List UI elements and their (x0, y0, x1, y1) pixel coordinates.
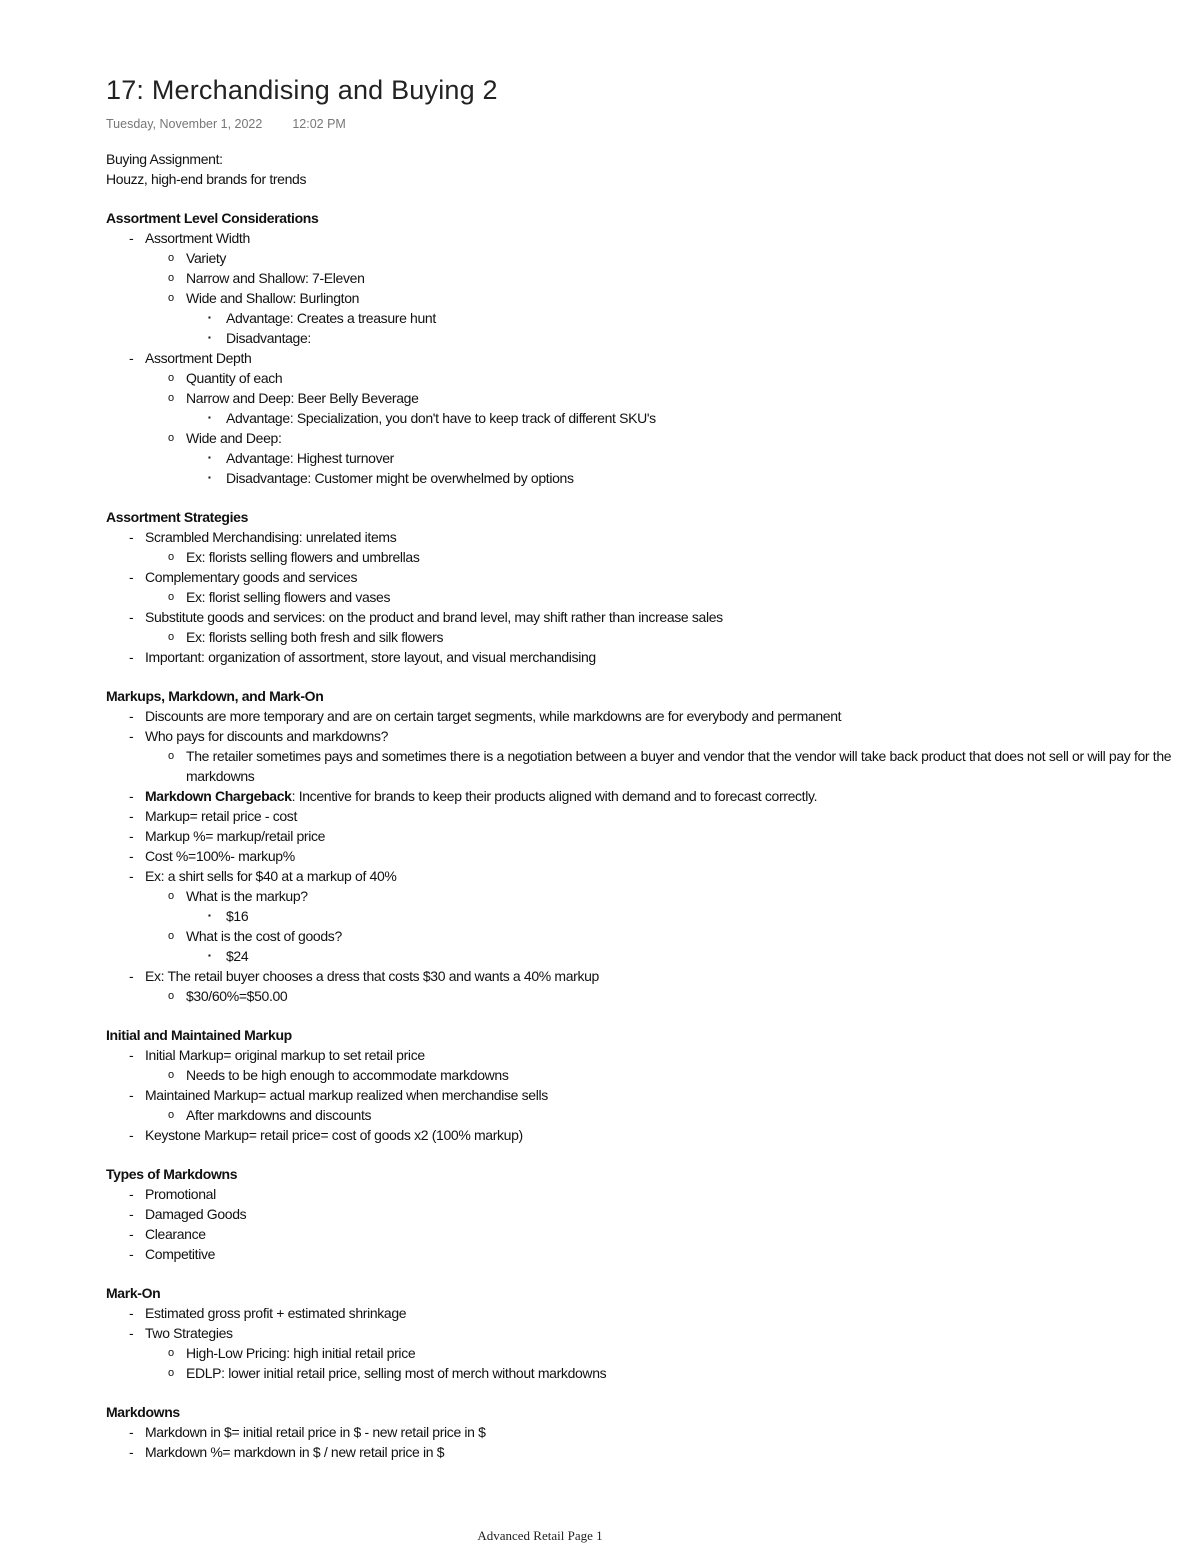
list-item-text: Markdown %= markdown in $ / new retail price in $ (145, 1444, 445, 1460)
list-item-text: EDLP: lower initial retail price, selling most of merch without markdowns (186, 1365, 607, 1381)
list-item-text: The retailer sometimes pays and sometimes there is a negotiation between a buyer and vendor that the vendor will take back product that does not sell or will pay for the markdowns (186, 748, 1172, 784)
list-item-text: Advantage: Highest turnover (226, 450, 394, 466)
list-item-text: What is the cost of goods? (186, 928, 342, 944)
list-item-text: : Incentive for brands to keep their products aligned with demand and to forecast correctly. (291, 788, 818, 804)
list-item-text: Quantity of each (186, 370, 283, 386)
bullet-icon: o (168, 890, 174, 902)
list-item-text: $16 (226, 908, 249, 924)
bullet-list (106, 228, 1196, 488)
list-item-text: Advantage: Specialization, you don't have to keep track of different SKU's (226, 410, 656, 426)
bullet-icon: o (168, 551, 174, 563)
bullet-icon: ▪ (208, 911, 211, 920)
bullet-list (106, 1303, 1196, 1383)
list-item-text: After markdowns and discounts (186, 1107, 372, 1123)
bullet-icon: - (129, 828, 134, 844)
list-item-text: Scrambled Merchandising: unrelated items (145, 529, 397, 545)
list-item (106, 1303, 1196, 1323)
bullet-icon: o (168, 591, 174, 603)
list-item (106, 647, 1196, 667)
list-item (106, 866, 1196, 886)
bullet-icon: - (129, 1206, 134, 1222)
list-item (106, 388, 1196, 408)
bullet-list (106, 706, 1196, 1006)
list-item-text: Complementary goods and services (145, 569, 358, 585)
bullet-icon: o (168, 252, 174, 264)
page-footer: Advanced Retail Page 1 (477, 1528, 603, 1543)
list-item (106, 986, 1196, 1006)
list-item (106, 1045, 1196, 1065)
note-time: 12:02 PM (292, 117, 346, 131)
bullet-icon: - (129, 1226, 134, 1242)
bullet-icon: - (129, 230, 134, 246)
list-item-text: Disadvantage: Customer might be overwhelmed by options (226, 470, 574, 486)
bullet-icon: o (168, 1367, 174, 1379)
list-item (106, 408, 1196, 428)
list-item (106, 746, 1196, 786)
bullet-icon: - (129, 788, 134, 804)
bullet-icon: o (168, 292, 174, 304)
bullet-icon: - (129, 1087, 134, 1103)
bullet-icon: ▪ (208, 951, 211, 960)
bullet-icon: - (129, 848, 134, 864)
list-item-text: Markup= retail price - cost (145, 808, 297, 824)
list-item-text: Who pays for discounts and markdowns? (145, 728, 389, 744)
bullet-icon: ▪ (208, 473, 211, 482)
bullet-icon: - (129, 808, 134, 824)
list-item-text: Ex: a shirt sells for $40 at a markup of 40% (145, 868, 397, 884)
bullet-icon: - (129, 1305, 134, 1321)
list-item-text: Substitute goods and services: on the product and brand level, may shift rather than increase sales (145, 609, 723, 625)
list-item (106, 288, 1196, 308)
bullet-icon: - (129, 968, 134, 984)
list-item-text: Keystone Markup= retail price= cost of goods x2 (100% markup) (145, 1127, 523, 1143)
list-item (106, 1343, 1196, 1363)
section-heading: Markdowns (106, 1404, 180, 1420)
list-item-text: $24 (226, 948, 249, 964)
list-item (106, 906, 1196, 926)
list-item (106, 726, 1196, 746)
note-section (106, 208, 1196, 488)
list-item-text: Markdown in $= initial retail price in $ - new retail price in $ (145, 1424, 486, 1440)
bullet-icon: - (129, 569, 134, 585)
bullet-icon: o (168, 1109, 174, 1121)
list-item-text: Ex: florists selling flowers and umbrellas (186, 549, 420, 565)
intro-block (106, 149, 1196, 189)
list-item-text: Important: organization of assortment, store layout, and visual merchandising (145, 649, 596, 665)
section-heading: Assortment Strategies (106, 509, 249, 525)
list-item-text: Estimated gross profit + estimated shrinkage (145, 1305, 407, 1321)
list-item-text: $30/60%=$50.00 (186, 988, 288, 1004)
list-item-text: Assortment Depth (145, 350, 252, 366)
bullet-icon: ▪ (208, 453, 211, 462)
bullet-list (106, 527, 1196, 667)
list-item-text: Advantage: Creates a treasure hunt (226, 310, 436, 326)
bullet-icon: o (168, 1347, 174, 1359)
list-item (106, 946, 1196, 966)
bullet-icon: - (129, 529, 134, 545)
note-section (106, 686, 1196, 1006)
section-heading: Assortment Level Considerations (106, 210, 319, 226)
bullet-icon: o (168, 1069, 174, 1081)
bullet-list (106, 1422, 1196, 1462)
note-section (106, 1402, 1196, 1462)
list-item (106, 846, 1196, 866)
bullet-icon: ▪ (208, 413, 211, 422)
bullet-icon: ▪ (208, 333, 211, 342)
list-item (106, 268, 1196, 288)
section-heading: Types of Markdowns (106, 1166, 238, 1182)
note-timestamp (106, 116, 1196, 132)
bullet-icon: o (168, 272, 174, 284)
list-item (106, 1125, 1196, 1145)
list-item (106, 886, 1196, 906)
page-title: 17: Merchandising and Buying 2 (106, 75, 498, 105)
bullet-icon: - (129, 1444, 134, 1460)
section-heading: Markups, Markdown, and Mark-On (106, 688, 324, 704)
list-item (106, 1184, 1196, 1204)
list-item (106, 1363, 1196, 1383)
note-page (106, 72, 1196, 1462)
list-item (106, 1204, 1196, 1224)
list-item (106, 368, 1196, 388)
list-item-text: What is the markup? (186, 888, 308, 904)
list-item (106, 1422, 1196, 1442)
list-item (106, 527, 1196, 547)
bullet-icon: o (168, 930, 174, 942)
section-heading: Initial and Maintained Markup (106, 1027, 292, 1043)
list-item-text: Narrow and Deep: Beer Belly Beverage (186, 390, 419, 406)
intro-line: Houzz, high-end brands for trends (106, 171, 307, 187)
bold-term: Markdown Chargeback (145, 788, 292, 804)
bullet-icon: - (129, 609, 134, 625)
list-item (106, 308, 1196, 328)
list-item (106, 806, 1196, 826)
list-item (106, 627, 1196, 647)
list-item (106, 587, 1196, 607)
list-item (106, 926, 1196, 946)
list-item (106, 1065, 1196, 1085)
list-item-text: Maintained Markup= actual markup realized when merchandise sells (145, 1087, 548, 1103)
bullet-icon: - (129, 1127, 134, 1143)
list-item-text: Markup %= markup/retail price (145, 828, 326, 844)
list-item-text: Wide and Shallow: Burlington (186, 290, 360, 306)
list-item (106, 1085, 1196, 1105)
list-item (106, 786, 1196, 806)
list-item (106, 826, 1196, 846)
bullet-icon: - (129, 1325, 134, 1341)
bullet-icon: - (129, 350, 134, 366)
list-item (106, 328, 1196, 348)
list-item-text: Assortment Width (145, 230, 250, 246)
list-item (106, 567, 1196, 587)
bullet-icon: o (168, 990, 174, 1002)
list-item (106, 468, 1196, 488)
bullet-icon: - (129, 1246, 134, 1262)
list-item (106, 228, 1196, 248)
bullet-icon: - (129, 728, 134, 744)
list-item-text: Needs to be high enough to accommodate markdowns (186, 1067, 509, 1083)
list-item (106, 1244, 1196, 1264)
list-item (106, 448, 1196, 468)
bullet-icon: - (129, 649, 134, 665)
bullet-list (106, 1184, 1196, 1264)
list-item (106, 1224, 1196, 1244)
bullet-icon: - (129, 1047, 134, 1063)
note-section (106, 1025, 1196, 1145)
list-item-text: Two Strategies (145, 1325, 233, 1341)
bullet-icon: - (129, 1424, 134, 1440)
list-item (106, 607, 1196, 627)
intro-line: Buying Assignment: (106, 151, 223, 167)
list-item-text: Discounts are more temporary and are on certain target segments, while markdowns are for everybody and permanent (145, 708, 842, 724)
list-item-text: Cost %=100%- markup% (145, 848, 295, 864)
note-body (106, 208, 1196, 1462)
bullet-icon: - (129, 708, 134, 724)
list-item-text: Ex: florists selling both fresh and silk flowers (186, 629, 444, 645)
bullet-icon: o (168, 631, 174, 643)
list-item (106, 547, 1196, 567)
list-item-text: Variety (186, 250, 227, 266)
bullet-list (106, 1045, 1196, 1145)
bullet-icon: ▪ (208, 313, 211, 322)
note-section (106, 1164, 1196, 1264)
list-item (106, 966, 1196, 986)
note-section (106, 1283, 1196, 1383)
list-item (106, 1105, 1196, 1125)
bullet-icon: o (168, 392, 174, 404)
list-item-text: Narrow and Shallow: 7-Eleven (186, 270, 365, 286)
list-item-text: Promotional (145, 1186, 216, 1202)
list-item-text: Disadvantage: (226, 330, 311, 346)
list-item (106, 348, 1196, 368)
list-item-text: Damaged Goods (145, 1206, 247, 1222)
list-item-text: Initial Markup= original markup to set retail price (145, 1047, 425, 1063)
list-item-text: Ex: florist selling flowers and vases (186, 589, 391, 605)
bullet-icon: o (168, 372, 174, 384)
note-section (106, 507, 1196, 667)
bullet-icon: o (168, 750, 174, 762)
bullet-icon: - (129, 1186, 134, 1202)
section-heading: Mark-On (106, 1285, 161, 1301)
list-item-text: Competitive (145, 1246, 216, 1262)
bullet-icon: o (168, 432, 174, 444)
list-item (106, 248, 1196, 268)
bullet-icon: - (129, 868, 134, 884)
list-item (106, 1442, 1196, 1462)
list-item-text: Ex: The retail buyer chooses a dress that costs $30 and wants a 40% markup (145, 968, 599, 984)
list-item-text: High-Low Pricing: high initial retail price (186, 1345, 416, 1361)
note-date: Tuesday, November 1, 2022 (106, 117, 263, 131)
list-item (106, 1323, 1196, 1343)
list-item-text: Clearance (145, 1226, 206, 1242)
list-item (106, 706, 1196, 726)
list-item-text: Wide and Deep: (186, 430, 282, 446)
list-item (106, 428, 1196, 448)
